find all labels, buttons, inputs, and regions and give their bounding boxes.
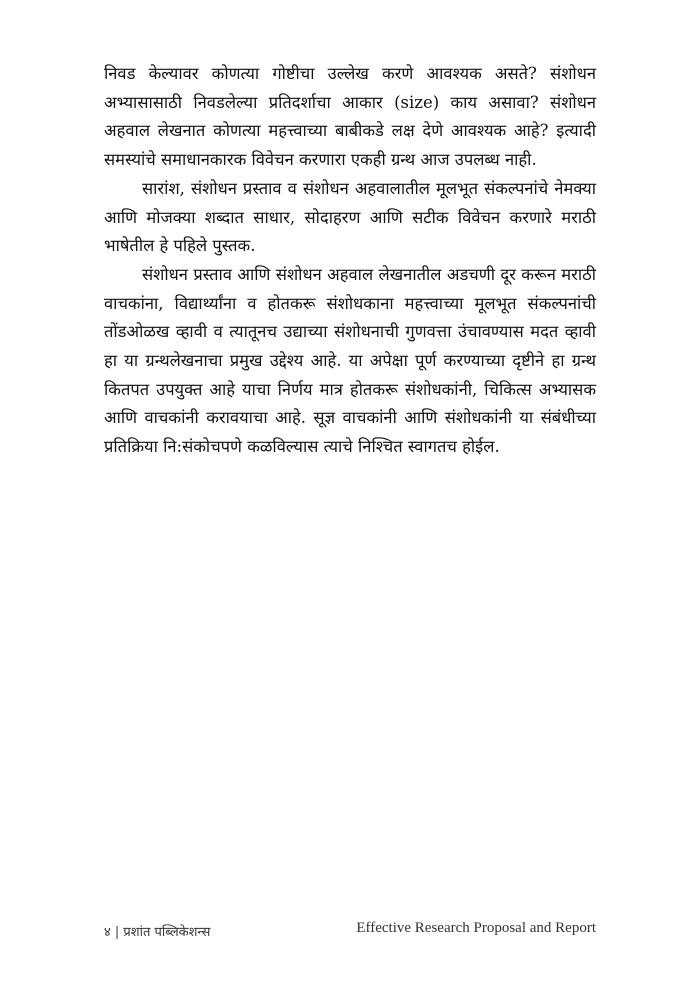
body-text: [104, 60, 596, 462]
paragraph-2: सारांश, संशोधन प्रस्ताव व संशोधन अहवालातील मूलभूत संकल्पनांचे नेमक्या आणि मोजक्या शब्दात साधार, सोदाहरण आणि सटीक विवेचन करणारे मराठी भाषेतील हे पहिले पुस्तक.: [104, 178, 596, 256]
paragraph-3: संशोधन प्रस्ताव आणि संशोधन अहवाल लेखनातील अडचणी दूर करून मराठी वाचकांना, विद्यार्थ्यांना व होतकरू संशोधकाना महत्त्वाच्या मूलभूत संकल्पनांची तोंडओळख व्हावी व त्यातूनच उद्याच्या संशोधनाची गुणवत्ता उंचावण्यास मदत व्हावी हा या ग्रन्थलेखनाचा प्रमुख उद्देश्य आहे. या अपेक्षा पूर्ण करण्याच्या दृष्टीने हा ग्रन्थ कितपत उपयुक्त आहे याचा निर्णय मात्र होतकरू संशोधकांनी, चिकित्स अभ्यासक आणि वाचकांनी करावयाचा आहे. सूज्ञ वाचकांनी आणि संशोधकांनी या संबंधीच्या प्रतिक्रिया नि:संकोचपणे कळविल्यास त्याचे निश्चित स्वागतच होईल.: [104, 264, 596, 457]
page-footer: [104, 918, 596, 946]
footer-book-title: Effective Research Proposal and Report: [356, 920, 596, 936]
footer-page-publisher: ४ | प्रशांत पब्लिकेशन्स: [104, 925, 211, 940]
paragraph-1: निवड केल्यावर कोणत्या गोष्टीचा उल्लेख करणे आवश्यक असते? संशोधन अभ्यासासाठी निवडलेल्या प्रतिदर्शाचा आकार (size) काय असावा? संशोधन अहवाल लेखनात कोणत्या महत्त्वाच्या बाबीकडे लक्ष देणे आवश्यक आहे? इत्यादी समस्यांचे समाधानकारक विवेचन करणारा एकही ग्रन्थ आज उपलब्ध नाही.: [104, 64, 596, 170]
